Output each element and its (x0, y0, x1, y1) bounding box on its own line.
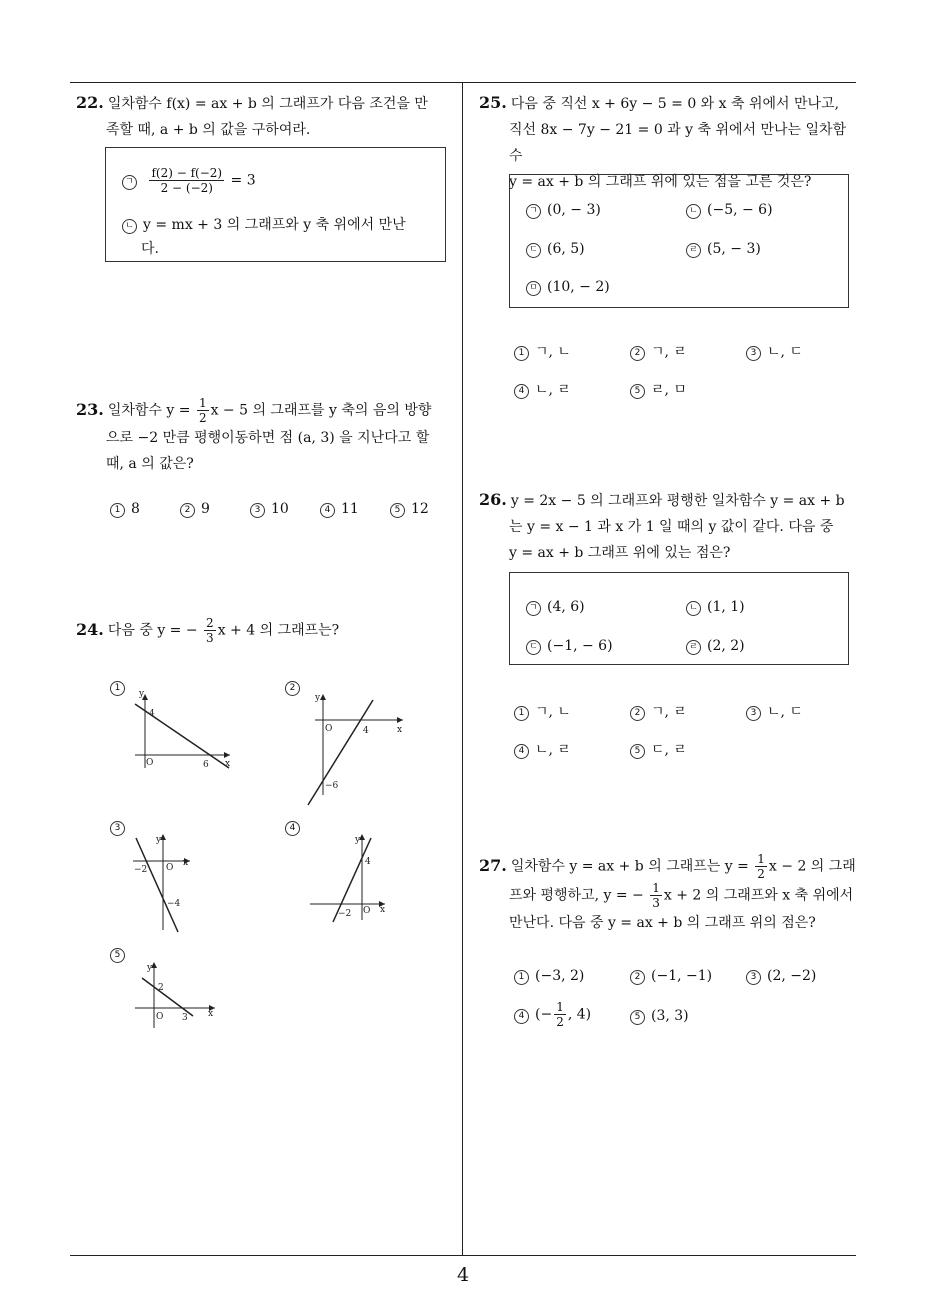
question-text: x − 5 의 그래프를 y 축의 음의 방향 (210, 402, 432, 419)
choice-marker: 3 (746, 970, 761, 985)
choice-text: (−3, 2) (535, 968, 585, 984)
intercept-label: −2 (338, 909, 352, 919)
graph-4 (305, 830, 395, 930)
point-marker: ㄷ (526, 640, 541, 655)
y-axis-label: y (139, 689, 145, 699)
question-text: y = ax + b 의 그래프 위에 있는 점을 고른 것은? (509, 174, 812, 190)
choice-5[interactable] (630, 1008, 689, 1025)
point-item (526, 638, 613, 655)
header-rule (70, 82, 856, 83)
intercept-label: 6 (203, 760, 209, 770)
question-23 (76, 396, 461, 477)
choice-marker: 1 (514, 970, 529, 985)
question-number: 26. (479, 490, 507, 509)
y-axis-label: y (315, 693, 321, 703)
choice-text: (2, −2) (767, 968, 817, 984)
choice-text: (− (535, 1006, 553, 1023)
choice-2[interactable] (630, 341, 687, 361)
numerator: 1 (757, 852, 765, 866)
choice-text: ㄱ, ㄴ (535, 344, 571, 360)
choice-text: ㄴ, ㄷ (767, 344, 803, 360)
condition-1 (122, 166, 256, 195)
choice-1[interactable] (514, 968, 584, 985)
footer-rule (70, 1255, 856, 1256)
question-27 (479, 852, 859, 936)
y-arrow (320, 694, 326, 700)
point-text: (6, 5) (547, 241, 585, 257)
points-box (509, 174, 849, 308)
intercept-label: 4 (149, 709, 155, 719)
point-text: (2, 2) (707, 638, 745, 654)
choice-marker: 2 (285, 681, 300, 696)
fraction (149, 166, 224, 195)
question-text: 일차함수 y = (107, 402, 191, 419)
question-24 (76, 616, 461, 645)
point-marker: ㄹ (686, 640, 701, 655)
x-axis-label: x (208, 1009, 214, 1019)
fraction (755, 852, 767, 881)
choice-text: , 4) (567, 1006, 592, 1023)
x-axis-label: x (380, 905, 386, 915)
choice-marker: 4 (514, 744, 529, 759)
question-text: x + 2 의 그래프와 x 축 위에서 (663, 887, 854, 904)
point-item (686, 638, 745, 655)
choice-text: 11 (341, 501, 359, 517)
condition-text: y = mx + 3 의 그래프와 y 축 위에서 만난 (143, 217, 406, 233)
x-arrow (397, 717, 403, 723)
intercept-label: 4 (363, 726, 369, 736)
question-number: 24. (76, 619, 104, 639)
choice-4[interactable] (514, 379, 571, 399)
graph-2 (305, 690, 405, 810)
numerator: 1 (198, 396, 207, 410)
point-marker: ㄴ (686, 601, 701, 616)
choice-marker: 3 (110, 821, 125, 836)
choice-marker: 2 (630, 706, 645, 721)
choice-marker: 3 (746, 706, 761, 721)
question-number: 23. (76, 399, 104, 419)
graph-choice-4[interactable] (285, 819, 306, 836)
choice-2[interactable] (630, 968, 712, 985)
point-item (686, 599, 745, 616)
choice-marker: 1 (110, 681, 125, 696)
choice-text: 8 (131, 501, 140, 517)
point-text: (−5, − 6) (707, 202, 773, 218)
denominator: 2 (757, 867, 765, 881)
question-text: 때, a 의 값은? (106, 456, 194, 472)
choice-marker: 4 (514, 384, 529, 399)
condition-marker: ㄱ (122, 175, 137, 190)
points-box (509, 572, 849, 665)
point-item (526, 202, 601, 219)
point-marker: ㄴ (686, 204, 701, 219)
choice-text: ㄴ, ㄷ (767, 704, 803, 720)
choice-text: ㄴ, ㄹ (535, 382, 571, 398)
y-axis-label: y (147, 963, 153, 973)
choice-text: ㄴ, ㄹ (535, 742, 571, 758)
choice-3[interactable] (746, 341, 803, 361)
numerator: 2 (206, 616, 214, 630)
choice-marker: 3 (746, 346, 761, 361)
question-text: 다음 중 y = − (107, 622, 198, 639)
origin-label: O (325, 724, 333, 734)
choice-4[interactable] (320, 501, 359, 518)
point-marker: ㄹ (686, 243, 701, 258)
intercept-label: 4 (365, 857, 371, 867)
choice-5[interactable] (630, 379, 687, 399)
question-number: 27. (479, 855, 507, 875)
graph-3 (128, 830, 208, 935)
point-item (686, 241, 761, 258)
point-text: (4, 6) (547, 599, 585, 615)
choice-text: ㄹ, ㅁ (651, 382, 687, 398)
point-text: (−1, − 6) (547, 638, 613, 654)
column-divider (462, 83, 463, 1256)
x-arrow (224, 752, 230, 758)
choice-marker: 1 (514, 706, 529, 721)
numerator: f(2) − f(−2) (151, 166, 223, 180)
question-text: 는 y = x − 1 과 x 가 1 일 때의 y 값이 같다. 다음 중 (509, 519, 834, 535)
choice-text: ㄱ, ㄴ (535, 704, 571, 720)
y-axis-label: y (156, 835, 162, 845)
choice-text: (−1, −1) (651, 968, 713, 984)
point-marker: ㄷ (526, 243, 541, 258)
choice-4[interactable] (514, 739, 571, 759)
fraction (197, 396, 209, 425)
choice-marker: 5 (630, 384, 645, 399)
denominator: 2 (198, 411, 207, 425)
graph-line (308, 700, 373, 805)
choice-5[interactable] (630, 739, 687, 759)
question-text: 족할 때, a + b 의 값을 구하여라. (106, 122, 311, 138)
graph-1 (125, 690, 240, 780)
question-text: x + 4 의 그래프는? (217, 622, 340, 639)
question-text: 일차함수 y = ax + b 의 그래프는 y = (510, 858, 749, 875)
question-26 (479, 487, 859, 566)
point-item (526, 241, 585, 258)
choice-3[interactable] (746, 701, 803, 721)
point-marker: ㅁ (526, 281, 541, 296)
choice-1[interactable] (514, 341, 571, 361)
fraction (554, 1000, 566, 1029)
intercept-label: −6 (325, 781, 339, 791)
condition-2 (122, 214, 406, 234)
choice-text: ㄷ, ㄹ (651, 742, 687, 758)
choice-marker: 4 (514, 1009, 529, 1024)
intercept-label: −4 (167, 899, 181, 909)
x-axis-label: x (397, 725, 403, 735)
choice-3[interactable] (250, 501, 289, 518)
choice-marker: 4 (285, 821, 300, 836)
choice-4[interactable] (514, 1000, 591, 1029)
condition-text: 다. (141, 241, 159, 257)
graph-line (136, 838, 178, 932)
choice-marker: 5 (110, 948, 125, 963)
choice-marker: 2 (630, 346, 645, 361)
choice-marker: 5 (390, 503, 405, 518)
graph-line (142, 978, 193, 1016)
choice-text: 10 (271, 501, 289, 517)
question-text: 일차함수 f(x) = ax + b 의 그래프가 다음 조건을 만 (107, 96, 428, 112)
question-22 (76, 90, 461, 143)
condition-rhs: = 3 (230, 172, 256, 189)
origin-label: O (166, 863, 174, 873)
choice-text: (3, 3) (651, 1008, 689, 1024)
condition-marker: ㄴ (122, 219, 137, 234)
choice-3[interactable] (746, 968, 816, 985)
denominator: 2 (556, 1015, 564, 1029)
fraction (204, 616, 216, 645)
point-text: (1, 1) (707, 599, 745, 615)
question-number: 22. (76, 93, 104, 112)
denominator: 2 − (−2) (160, 181, 213, 195)
numerator: 1 (556, 1000, 564, 1014)
question-text: y = ax + b 그래프 위에 있는 점은? (509, 545, 731, 561)
denominator: 3 (652, 896, 660, 910)
question-text: 으로 −2 만큼 평행이동하면 점 (a, 3) 을 지난다고 할 (106, 430, 430, 446)
point-text: (5, − 3) (707, 241, 761, 257)
y-axis-label: y (355, 835, 361, 845)
choice-1[interactable] (514, 701, 571, 721)
choice-marker: 5 (630, 744, 645, 759)
choice-1[interactable] (110, 501, 140, 518)
question-text: 직선 8x − 7y − 21 = 0 과 y 축 위에서 만나는 일차함수 (509, 122, 847, 164)
intercept-label: −2 (134, 865, 148, 875)
point-item (686, 202, 773, 219)
choice-text: 9 (201, 501, 210, 517)
fraction (650, 881, 662, 910)
question-number: 25. (479, 93, 507, 112)
point-text: (10, − 2) (547, 279, 610, 295)
point-item (526, 599, 585, 616)
choice-text: ㄱ, ㄹ (651, 344, 687, 360)
page-number: 4 (456, 1264, 470, 1286)
choice-marker: 2 (630, 970, 645, 985)
graph-5 (130, 958, 220, 1033)
point-item (526, 279, 610, 296)
choice-marker: 4 (320, 503, 335, 518)
choice-marker: 2 (180, 503, 195, 518)
choice-2[interactable] (180, 501, 210, 518)
choice-5[interactable] (390, 501, 429, 518)
choice-text: 12 (411, 501, 429, 517)
question-text: y = 2x − 5 의 그래프와 평행한 일차함수 y = ax + b (510, 493, 845, 509)
x-axis-label: x (225, 759, 231, 769)
point-marker: ㄱ (526, 601, 541, 616)
intercept-label: 3 (182, 1013, 188, 1023)
choice-2[interactable] (630, 701, 687, 721)
choice-marker: 3 (250, 503, 265, 518)
question-text: 만난다. 다음 중 y = ax + b 의 그래프 위의 점은? (509, 915, 816, 931)
numerator: 1 (652, 881, 660, 895)
graph-choice-2[interactable] (285, 679, 306, 696)
origin-label: O (146, 758, 154, 768)
choice-marker: 1 (514, 346, 529, 361)
point-text: (0, − 3) (547, 202, 601, 218)
origin-label: O (363, 906, 371, 916)
question-text: 프와 평행하고, y = − (509, 887, 644, 904)
condition-box (105, 147, 446, 262)
intercept-label: 2 (158, 983, 164, 993)
origin-label: O (156, 1012, 164, 1022)
denominator: 3 (206, 631, 214, 645)
point-marker: ㄱ (526, 204, 541, 219)
graph-choice-5[interactable] (110, 946, 131, 963)
choice-marker: 1 (110, 503, 125, 518)
question-text: x − 2 의 그래 (768, 858, 856, 875)
x-axis-label: x (183, 858, 189, 868)
question-text: 다음 중 직선 x + 6y − 5 = 0 와 x 축 위에서 만나고, (510, 96, 840, 112)
choice-text: ㄱ, ㄹ (651, 704, 687, 720)
choice-marker: 5 (630, 1010, 645, 1025)
